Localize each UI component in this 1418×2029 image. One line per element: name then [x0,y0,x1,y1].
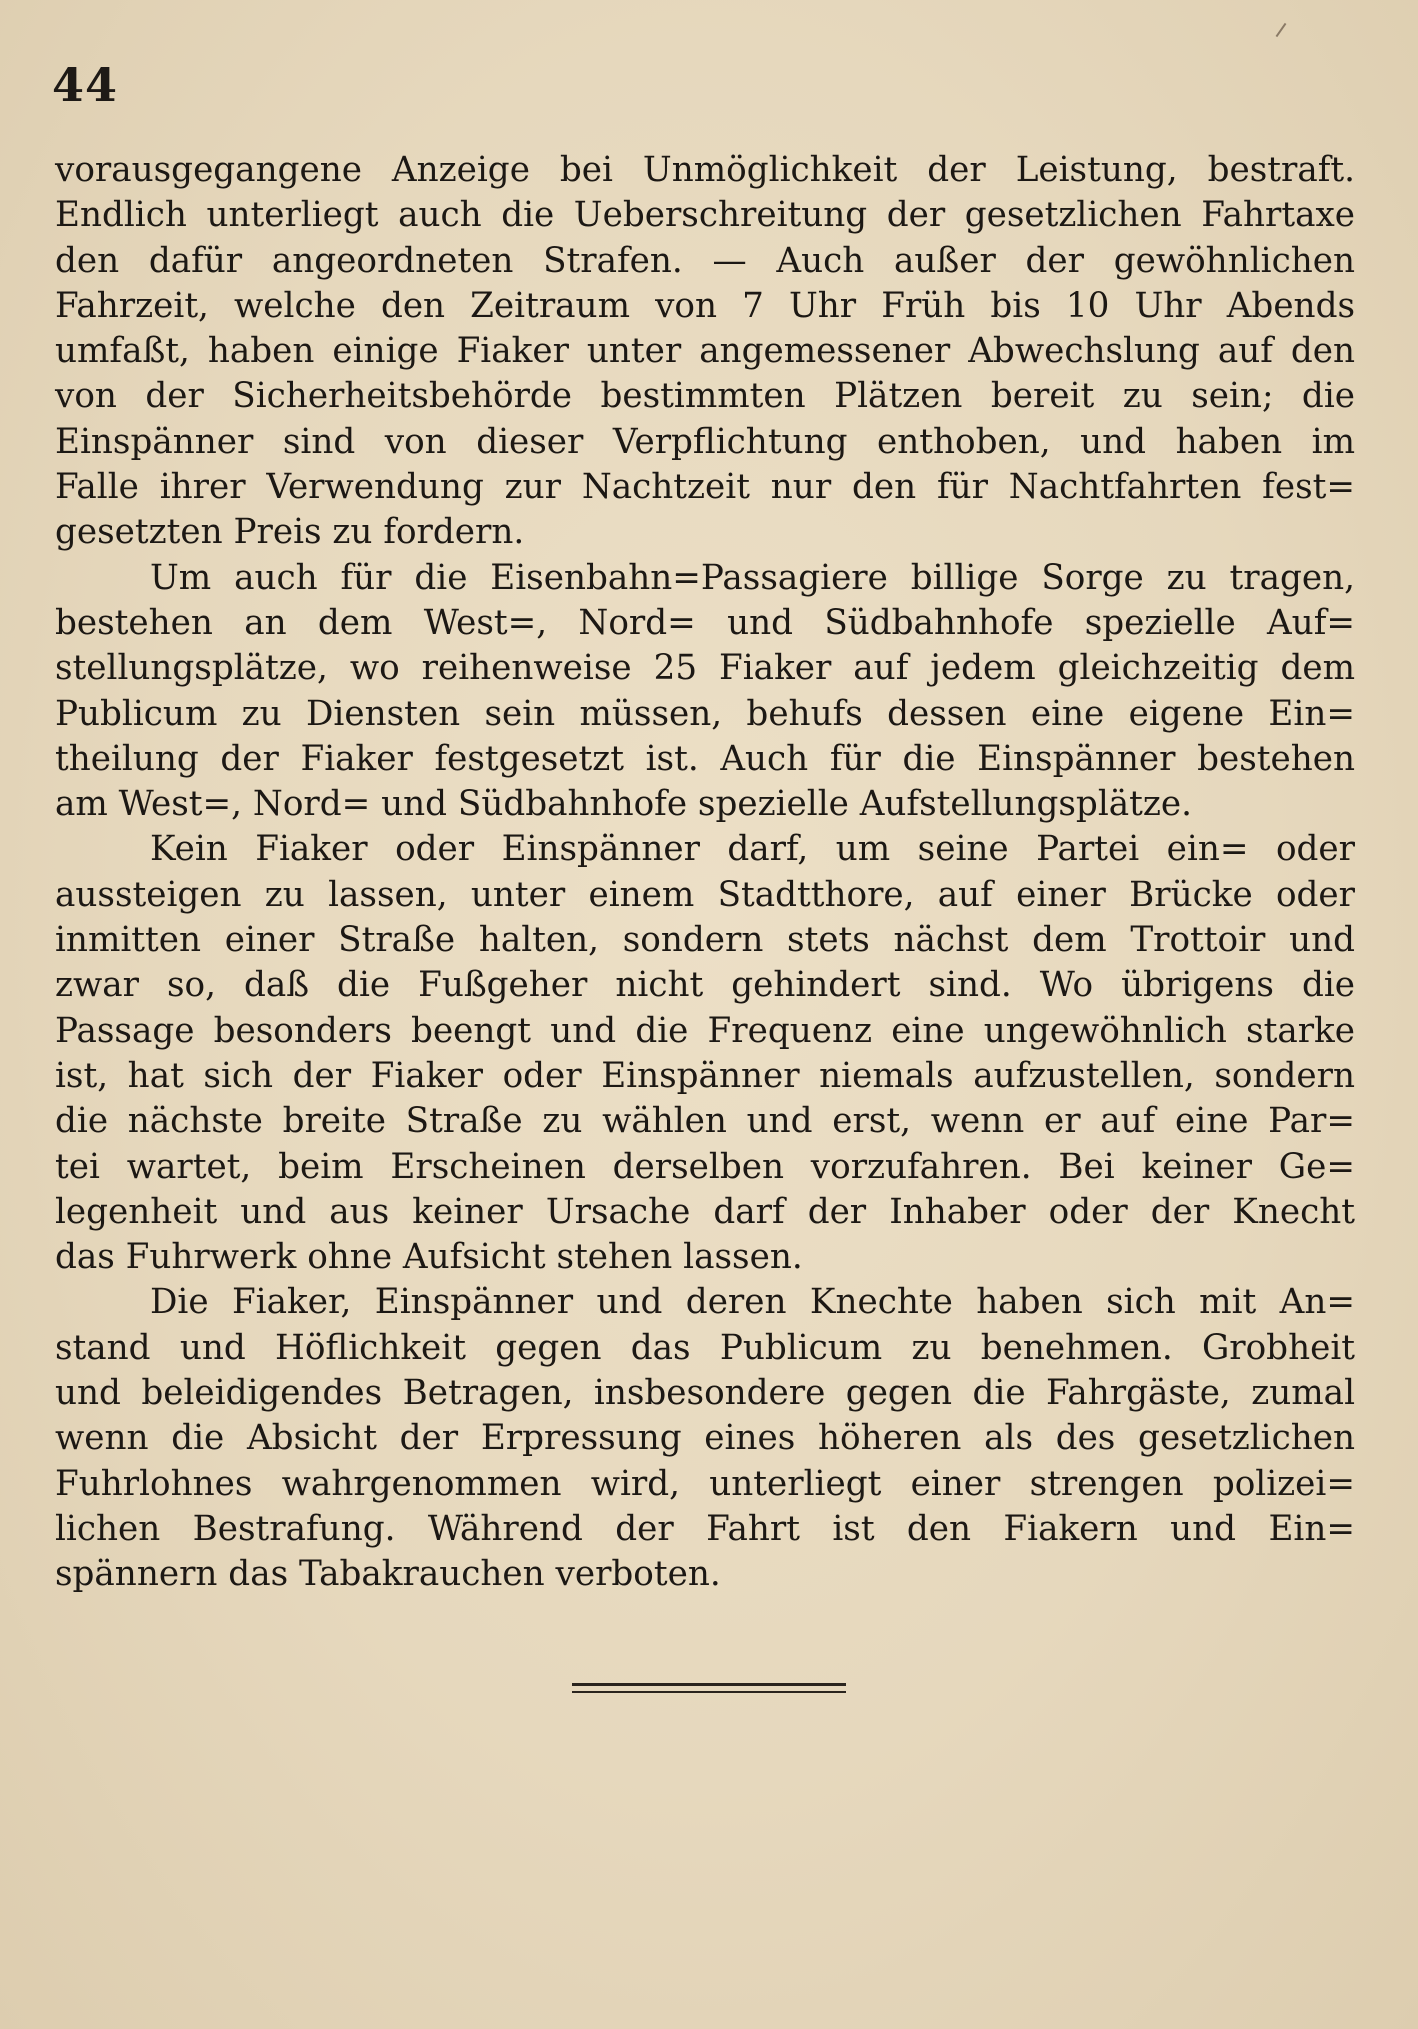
text-line: umfaßt, haben einige Fiaker unter angemessener Abwechslung auf den [55,331,1355,372]
page-number: 44 [52,58,119,112]
text-line: am West=, Nord= und Südbahnhofe spezielle Aufstellungsplätze. [55,784,1192,825]
text-line: Kein Fiaker oder Einspänner darf, um seine Partei ein= oder [150,829,1355,870]
text-line: Fuhrlohnes wahrgenommen wird, unterliegt einer strengen polizei= [55,1463,1355,1504]
text-line: gesetzten Preis zu fordern. [55,512,525,553]
text-line: von der Sicherheitsbehörde bestimmten Plätzen bereit zu sein; die [55,376,1355,417]
text-line: Fahrzeit, welche den Zeitraum von 7 Uhr Früh bis 10 Uhr Abends [55,285,1355,326]
text-line: legenheit und aus keiner Ursache darf der Inhaber oder der Knecht [55,1191,1355,1232]
section-end-rule [572,1683,846,1693]
text-line: den dafür angeordneten Strafen. — Auch außer der gewöhnlichen [55,240,1355,281]
text-line: das Fuhrwerk ohne Aufsicht stehen lassen. [55,1237,803,1278]
text-line: tei wartet, beim Erscheinen derselben vorzufahren. Bei keiner Ge= [55,1146,1355,1187]
text-line: spännern das Tabakrauchen verboten. [55,1554,721,1595]
text-line: die nächste breite Straße zu wählen und erst, wenn er auf eine Par= [55,1101,1355,1142]
text-line: ist, hat sich der Fiaker oder Einspänner niemals aufzustellen, sondern [55,1055,1355,1096]
text-line: stand und Höflichkeit gegen das Publicum zu benehmen. Grobheit [55,1327,1355,1368]
body-text [55,148,1355,1598]
text-line: Um auch für die Eisenbahn=Passagiere billige Sorge zu tragen, [150,557,1355,598]
text-line: vorausgegangene Anzeige bei Unmöglichkeit der Leistung, bestraft. [55,150,1355,190]
text-line: Falle ihrer Verwendung zur Nachtzeit nur den für Nachtfahrten fest= [55,467,1355,508]
text-line: Einspänner sind von dieser Verpflichtung enthoben, und haben im [55,421,1355,462]
text-line: lichen Bestrafung. Während der Fahrt ist den Fiakern und Ein= [55,1508,1355,1549]
text-line: stellungsplätze, wo reihenweise 25 Fiaker auf jedem gleichzeitig dem [55,648,1355,689]
text-line: Publicum zu Diensten sein müssen, behufs dessen eine eigene Ein= [55,693,1355,734]
text-line: inmitten einer Straße halten, sondern stets nächst dem Trottoir und [55,920,1355,961]
text-line: zwar so, daß die Fußgeher nicht gehindert sind. Wo übrigens die [55,965,1355,1006]
text-line: Die Fiaker, Einspänner und deren Knechte haben sich mit An= [150,1282,1355,1323]
text-line: Endlich unterliegt auch die Ueberschreitung der gesetzlichen Fahrtaxe [55,195,1355,236]
margin-mark [1276,23,1287,37]
text-line: aussteigen zu lassen, unter einem Stadtthore, auf einer Brücke oder [55,874,1355,915]
text-line: bestehen an dem West=, Nord= und Südbahnhofe spezielle Auf= [55,602,1355,643]
text-line: theilung der Fiaker festgesetzt ist. Auch für die Einspänner bestehen [55,738,1355,779]
text-line: und beleidigendes Betragen, insbesondere gegen die Fahrgäste, zumal [55,1373,1355,1414]
text-line: wenn die Absicht der Erpressung eines höheren als des gesetzlichen [55,1418,1355,1459]
text-line: Passage besonders beengt und die Frequenz eine ungewöhnlich starke [55,1010,1355,1051]
